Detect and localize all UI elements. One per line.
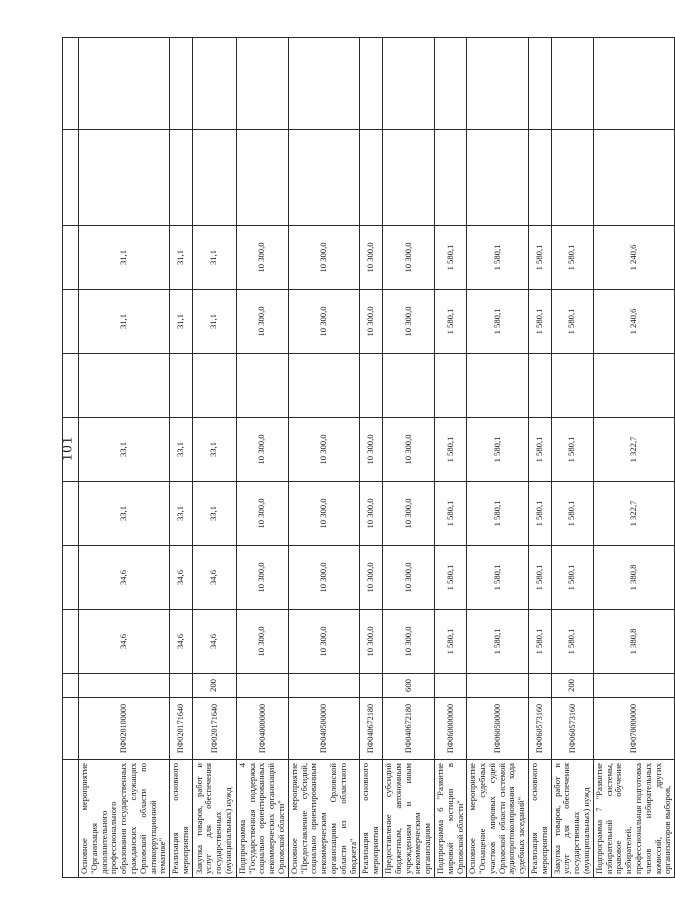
row-code: ПФ040672180 <box>360 698 383 760</box>
value-cell: 10 300,0 <box>288 482 360 546</box>
value-cell: 10 300,0 <box>288 610 360 674</box>
value-cell: 10 300,0 <box>236 418 288 482</box>
value-cell: 10 300,0 <box>382 482 434 546</box>
row-code: ПФ020171640 <box>192 698 236 760</box>
row-vr: 200 <box>192 674 236 698</box>
value-cell: 1 580,1 <box>529 610 552 674</box>
value-cell: 10 300,0 <box>288 546 360 610</box>
empty-cell <box>434 38 466 130</box>
value-cell: 1 322,7 <box>593 418 674 482</box>
value-cell <box>288 354 360 418</box>
value-cell: 10 300,0 <box>382 290 434 354</box>
empty-cell <box>551 38 593 130</box>
value-cell: 1 580,1 <box>434 226 466 290</box>
value-cell: 10 300,0 <box>360 610 383 674</box>
table-row <box>551 38 593 878</box>
budget-table-rotated <box>59 38 673 878</box>
row-vr <box>288 674 360 698</box>
value-cell: 1 580,1 <box>434 290 466 354</box>
row-vr <box>593 674 674 698</box>
value-cell: 10 300,0 <box>360 482 383 546</box>
empty-cell <box>79 130 170 226</box>
header-cell <box>63 38 79 130</box>
value-cell: 1 580,1 <box>529 290 552 354</box>
value-cell: 33,1 <box>79 418 170 482</box>
row-code: ПФ060500000 <box>467 698 529 760</box>
value-cell: 1 380,8 <box>593 546 674 610</box>
empty-cell <box>360 130 383 226</box>
row-name: Предоставление субсидий бюджетным, автономным учреждениям и иным некоммерческим организациям <box>382 760 434 878</box>
table-row <box>79 38 170 878</box>
value-cell: 31,1 <box>170 290 193 354</box>
row-code: ПФ060573160 <box>551 698 593 760</box>
value-cell: 31,1 <box>79 226 170 290</box>
table-row <box>288 38 360 878</box>
value-cell <box>170 354 193 418</box>
value-cell: 1 580,1 <box>551 226 593 290</box>
value-cell: 1 580,1 <box>434 546 466 610</box>
row-name: Подпрограмма 7 "Развитие избирательной системы, правовое обучение избирателей, профессиональная подготовка членов избирательных комиссий, других организаторов выборов, <box>593 760 674 878</box>
value-cell: 33,1 <box>192 482 236 546</box>
value-cell: 34,6 <box>192 610 236 674</box>
table-row <box>593 38 674 878</box>
empty-cell <box>551 130 593 226</box>
value-cell: 33,1 <box>170 482 193 546</box>
value-cell: 10 300,0 <box>236 610 288 674</box>
row-vr: 600 <box>382 674 434 698</box>
value-cell: 31,1 <box>170 226 193 290</box>
row-vr <box>467 674 529 698</box>
row-vr <box>79 674 170 698</box>
budget-table <box>59 37 675 878</box>
value-cell: 10 300,0 <box>236 546 288 610</box>
table-row <box>467 38 529 878</box>
value-cell: 10 300,0 <box>382 418 434 482</box>
header-cell <box>63 354 79 418</box>
value-cell: 1 580,1 <box>467 546 529 610</box>
value-cell: 1 580,1 <box>467 610 529 674</box>
value-cell: 10 300,0 <box>360 418 383 482</box>
row-name: Подпрограмма 4 "Государственная поддержка социально ориентированных некоммерческих организаций Орловской области" <box>236 760 288 878</box>
value-cell: 31,1 <box>79 290 170 354</box>
empty-cell <box>288 38 360 130</box>
value-cell: 33,1 <box>170 418 193 482</box>
value-cell: 1 580,1 <box>529 226 552 290</box>
table-row <box>360 38 383 878</box>
row-vr <box>434 674 466 698</box>
empty-cell <box>467 38 529 130</box>
value-cell <box>593 354 674 418</box>
row-code: ПФ040500000 <box>288 698 360 760</box>
header-cell <box>63 226 79 290</box>
row-code: ПФ060000000 <box>434 698 466 760</box>
empty-cell <box>236 38 288 130</box>
value-cell <box>529 354 552 418</box>
page-number: 101 <box>59 435 76 462</box>
header-cell <box>63 130 79 226</box>
value-cell: 33,1 <box>79 482 170 546</box>
value-cell: 10 300,0 <box>236 482 288 546</box>
value-cell <box>382 354 434 418</box>
value-cell: 1 240,6 <box>593 226 674 290</box>
table-row <box>382 38 434 878</box>
row-name: Основное мероприятие "Организация дополнительного профессионального образования государственных гражданских служащих Орловской области по антикоррупционной тематике" <box>79 760 170 878</box>
value-cell: 1 580,1 <box>529 546 552 610</box>
empty-cell <box>529 38 552 130</box>
value-cell: 10 300,0 <box>360 546 383 610</box>
empty-cell <box>593 38 674 130</box>
value-cell: 1 580,1 <box>529 482 552 546</box>
row-vr: 200 <box>551 674 593 698</box>
value-cell: 1 580,1 <box>551 546 593 610</box>
value-cell: 34,6 <box>170 546 193 610</box>
value-cell <box>551 354 593 418</box>
value-cell: 10 300,0 <box>236 226 288 290</box>
table-header-strip <box>63 38 79 878</box>
value-cell: 1 580,1 <box>434 482 466 546</box>
value-cell <box>467 354 529 418</box>
value-cell: 34,6 <box>79 546 170 610</box>
value-cell: 1 580,1 <box>551 482 593 546</box>
value-cell: 1 580,1 <box>467 226 529 290</box>
header-cell <box>63 546 79 610</box>
row-name: Подпрограмма 6 "Развитие мировой юстиции в Орловской области" <box>434 760 466 878</box>
table-row <box>192 38 236 878</box>
value-cell: 10 300,0 <box>382 226 434 290</box>
row-code: ПФ020100000 <box>79 698 170 760</box>
value-cell: 1 580,1 <box>467 418 529 482</box>
header-cell <box>63 418 79 482</box>
value-cell: 1 580,1 <box>551 418 593 482</box>
empty-cell <box>288 130 360 226</box>
value-cell <box>192 354 236 418</box>
value-cell: 10 300,0 <box>360 290 383 354</box>
value-cell: 1 380,8 <box>593 610 674 674</box>
value-cell: 31,1 <box>192 290 236 354</box>
empty-cell <box>170 130 193 226</box>
value-cell: 10 300,0 <box>288 226 360 290</box>
value-cell: 10 300,0 <box>382 610 434 674</box>
header-cell <box>63 290 79 354</box>
row-vr <box>170 674 193 698</box>
value-cell: 10 300,0 <box>360 226 383 290</box>
value-cell: 10 300,0 <box>382 546 434 610</box>
value-cell: 1 240,6 <box>593 290 674 354</box>
row-code: ПФ070000000 <box>593 698 674 760</box>
header-cell <box>63 482 79 546</box>
value-cell: 34,6 <box>192 546 236 610</box>
row-code: ПФ040672180 <box>382 698 434 760</box>
row-name: Реализация основного мероприятия <box>360 760 383 878</box>
empty-cell <box>467 130 529 226</box>
empty-cell <box>382 38 434 130</box>
value-cell <box>434 354 466 418</box>
table-row <box>434 38 466 878</box>
value-cell: 1 580,1 <box>467 290 529 354</box>
empty-cell <box>192 38 236 130</box>
value-cell: 1 580,1 <box>434 418 466 482</box>
header-cell <box>63 760 79 878</box>
table-row <box>529 38 552 878</box>
value-cell: 10 300,0 <box>288 418 360 482</box>
row-name: Основное мероприятие "Оснащение судебных участков мировых судей Орловской области системой аудиопротоколирования хода судебных заседаний" <box>467 760 529 878</box>
header-cell <box>63 698 79 760</box>
empty-cell <box>170 38 193 130</box>
row-code: ПФ060573160 <box>529 698 552 760</box>
value-cell <box>79 354 170 418</box>
value-cell: 31,1 <box>192 226 236 290</box>
empty-cell <box>434 130 466 226</box>
row-code: ПФ040000000 <box>236 698 288 760</box>
value-cell: 33,1 <box>192 418 236 482</box>
header-cell <box>63 610 79 674</box>
row-name: Реализация основного мероприятия <box>170 760 193 878</box>
row-vr <box>360 674 383 698</box>
table-row <box>236 38 288 878</box>
row-name: Реализация основного мероприятия <box>529 760 552 878</box>
empty-cell <box>236 130 288 226</box>
value-cell: 34,6 <box>170 610 193 674</box>
value-cell: 1 322,7 <box>593 482 674 546</box>
empty-cell <box>360 38 383 130</box>
empty-cell <box>79 38 170 130</box>
table-row <box>170 38 193 878</box>
row-code: ПФ020171640 <box>170 698 193 760</box>
value-cell: 10 300,0 <box>288 290 360 354</box>
empty-cell <box>529 130 552 226</box>
value-cell: 34,6 <box>79 610 170 674</box>
empty-cell <box>593 130 674 226</box>
empty-cell <box>192 130 236 226</box>
value-cell <box>236 354 288 418</box>
header-cell <box>63 674 79 698</box>
value-cell: 1 580,1 <box>551 610 593 674</box>
row-name: Основное мероприятие "Предоставление субсидий, социально ориентированным некоммерческим организациям Орловской области из областного бюджета" <box>288 760 360 878</box>
value-cell: 1 580,1 <box>551 290 593 354</box>
row-vr <box>529 674 552 698</box>
value-cell <box>360 354 383 418</box>
value-cell: 10 300,0 <box>236 290 288 354</box>
row-name: Закупка товаров, работ и услуг для обеспечения государственных (муниципальных) нужд <box>192 760 236 878</box>
value-cell: 1 580,1 <box>467 482 529 546</box>
row-name: Закупка товаров, работ и услуг для обеспечения государственных (муниципальных) нужд <box>551 760 593 878</box>
value-cell: 1 580,1 <box>529 418 552 482</box>
row-vr <box>236 674 288 698</box>
value-cell: 1 580,1 <box>434 610 466 674</box>
empty-cell <box>382 130 434 226</box>
